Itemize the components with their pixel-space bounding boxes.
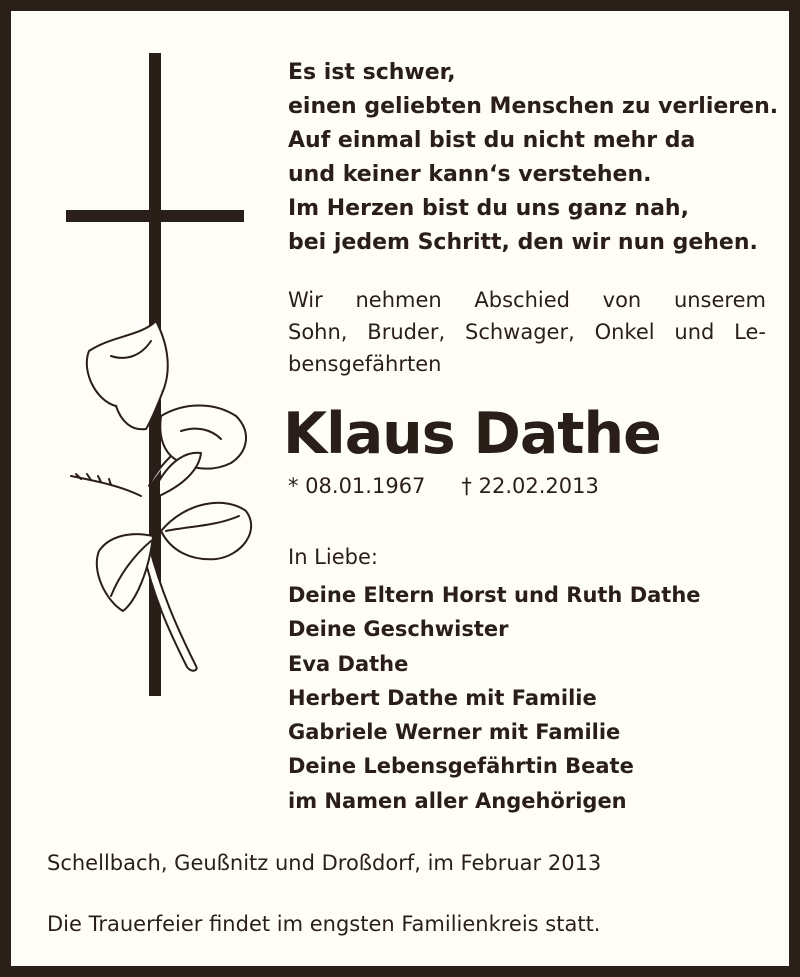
calla-lily-icon	[71, 321, 251, 671]
intro-word: und	[674, 320, 715, 344]
intro-line	[288, 284, 766, 316]
obituary-card	[11, 11, 789, 966]
farewell-intro	[288, 284, 766, 380]
mourner-entry: Deine Lebensgefährtin Beate	[288, 754, 634, 779]
mourner-entry: im Namen aller Angehörigen	[288, 788, 627, 813]
death-date: † 22.02.2013	[461, 474, 599, 498]
poem-line: Im Herzen bist du uns ganz nah,	[288, 196, 689, 221]
intro-word: nehmen	[355, 288, 442, 312]
mourner-entry: Deine Geschwister	[288, 617, 509, 642]
mourners-list	[288, 578, 701, 818]
mourner-entry: Herbert Dathe mit Familie	[288, 685, 597, 710]
mourners-intro: In Liebe:	[288, 545, 378, 569]
cross-with-calla-lily-illustration	[11, 11, 311, 731]
poem-line: und keiner kann‘s verstehen.	[288, 162, 652, 187]
mourner-entry: Deine Eltern Horst und Ruth Dathe	[288, 583, 701, 607]
intro-word: Le-	[734, 320, 766, 344]
intro-word: Sohn,	[288, 320, 348, 344]
intro-word: Schwager,	[465, 320, 575, 344]
memorial-poem	[288, 56, 778, 260]
intro-line	[288, 316, 766, 348]
deceased-name: Klaus Dathe	[283, 401, 661, 467]
intro-word: Onkel	[594, 320, 655, 344]
intro-word: von	[602, 288, 642, 312]
poem-line: Es ist schwer,	[288, 60, 456, 85]
mourner-entry: Gabriele Werner mit Familie	[288, 720, 621, 745]
intro-line: bensgefährten	[288, 352, 442, 376]
place-and-date: Schellbach, Geußnitz und Droßdorf, im Februar 2013	[47, 851, 602, 875]
ceremony-note: Die Trauerfeier findet im engsten Familienkreis statt.	[47, 912, 601, 936]
poem-line: Auf einmal bist du nicht mehr da	[288, 128, 696, 153]
intro-word: Bruder,	[367, 320, 446, 344]
life-dates	[288, 471, 599, 501]
poem-line: bei jedem Schritt, den wir nun gehen.	[288, 230, 758, 255]
birth-date: * 08.01.1967	[288, 474, 426, 498]
mourner-entry: Eva Dathe	[288, 651, 409, 676]
intro-word: Wir	[288, 288, 323, 312]
intro-word: unserem	[673, 288, 766, 312]
poem-line: einen geliebten Menschen zu verlieren.	[288, 94, 779, 119]
intro-word: Abschied	[474, 288, 570, 312]
